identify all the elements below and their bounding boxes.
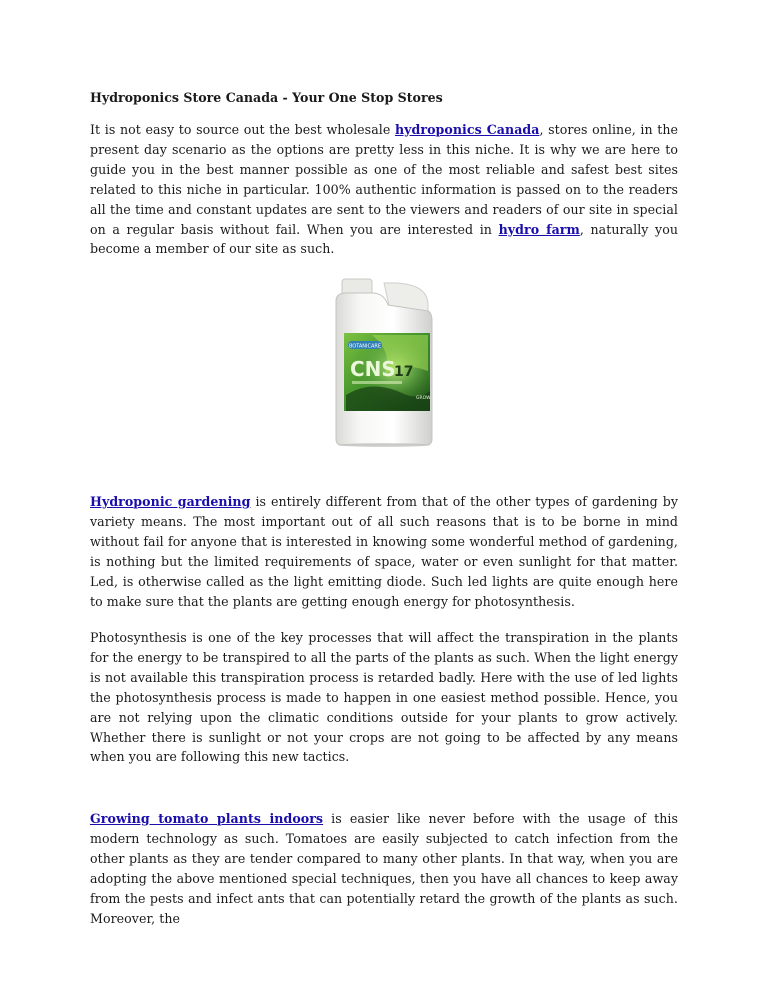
paragraph-photosynthesis: Photosynthesis is one of the key processes that will affect the transpiration in the plants for the energy to be transpired to all the parts of the plants as such. When the light energy is not available this transpiration process is retarded badly. Here with the use of led lights the photosynthesis process is made to happen in one easiest method possible. Hence, you are not relying upon the climatic conditions outside for your plants to grow actively. Whether there is sunlight or not your crops are not going to be affected by any means when you are following this new tactics. bbox=[90, 630, 678, 765]
paragraph-tomato-plants-text: is easier like never before with the usage of this modern technology as such. Tomatoes are easily subjected to catch infection from the other plants as they are tender compared to many other plants. In that way, when you are adopting the above mentioned special techniques, then you have all chances to keep away from the pests and infect ants that can potentially retard the growth of the plants as such. Moreover, the bbox=[90, 811, 678, 926]
paragraph-intro-text-end: , naturally you become a member of our site as such. bbox=[90, 221, 678, 257]
link-hydroponic-gardening[interactable]: Hydroponic gardening bbox=[90, 494, 251, 509]
link-hydroponics-canada[interactable]: hydroponics Canada bbox=[394, 122, 540, 137]
link-growing-tomato-plants[interactable]: Growing tomato plants indoors bbox=[90, 811, 324, 826]
page-title: Hydroponics Store Canada - Your One Stop Stores bbox=[90, 90, 443, 105]
product-sub: GROW bbox=[416, 396, 431, 401]
link-hydro-farm[interactable]: hydro farm bbox=[498, 221, 580, 237]
document-page bbox=[90, 88, 679, 926]
paragraph-hydroponic-gardening-text: is entirely different from that of the other types of gardening by variety means. The most important out of all such reasons that is to be borne in mind without fail for anyone that is interested in knowing some wonderful method of gardening, is nothing but the limited requirements of space, water or even sunlight for that matter. Led, is otherwise called as the light emitting diode. Such led lights are quite enough here to make sure that the plants are getting enough energy for photosynthesis. bbox=[90, 494, 679, 609]
paragraph-intro bbox=[90, 120, 678, 259]
paragraph-intro-text-middle: , stores online, in the present day scenario as the options are pretty less in this niche. It is why we are here to guide you in the best manner possible as one of the most reliable and safest best sites related to this niche in particular. 100% authentic information is passed on to the readers all the time and constant updates are sent to the viewers and readers of our site in special on a regular basis without fail. When you are interested in bbox=[90, 122, 678, 237]
product-name: CNS bbox=[350, 357, 396, 381]
paragraph-tomato-plants bbox=[90, 809, 678, 928]
paragraph-intro-text-start: It is not easy to source out the best wholesale bbox=[90, 122, 395, 137]
product-image-nutrient-jug bbox=[332, 275, 436, 447]
brand-text: BOTANICARE bbox=[348, 343, 382, 350]
nutrient-jug-illustration bbox=[332, 275, 436, 447]
paragraph-hydroponic-gardening bbox=[90, 492, 678, 611]
product-number: 17 bbox=[394, 364, 414, 380]
